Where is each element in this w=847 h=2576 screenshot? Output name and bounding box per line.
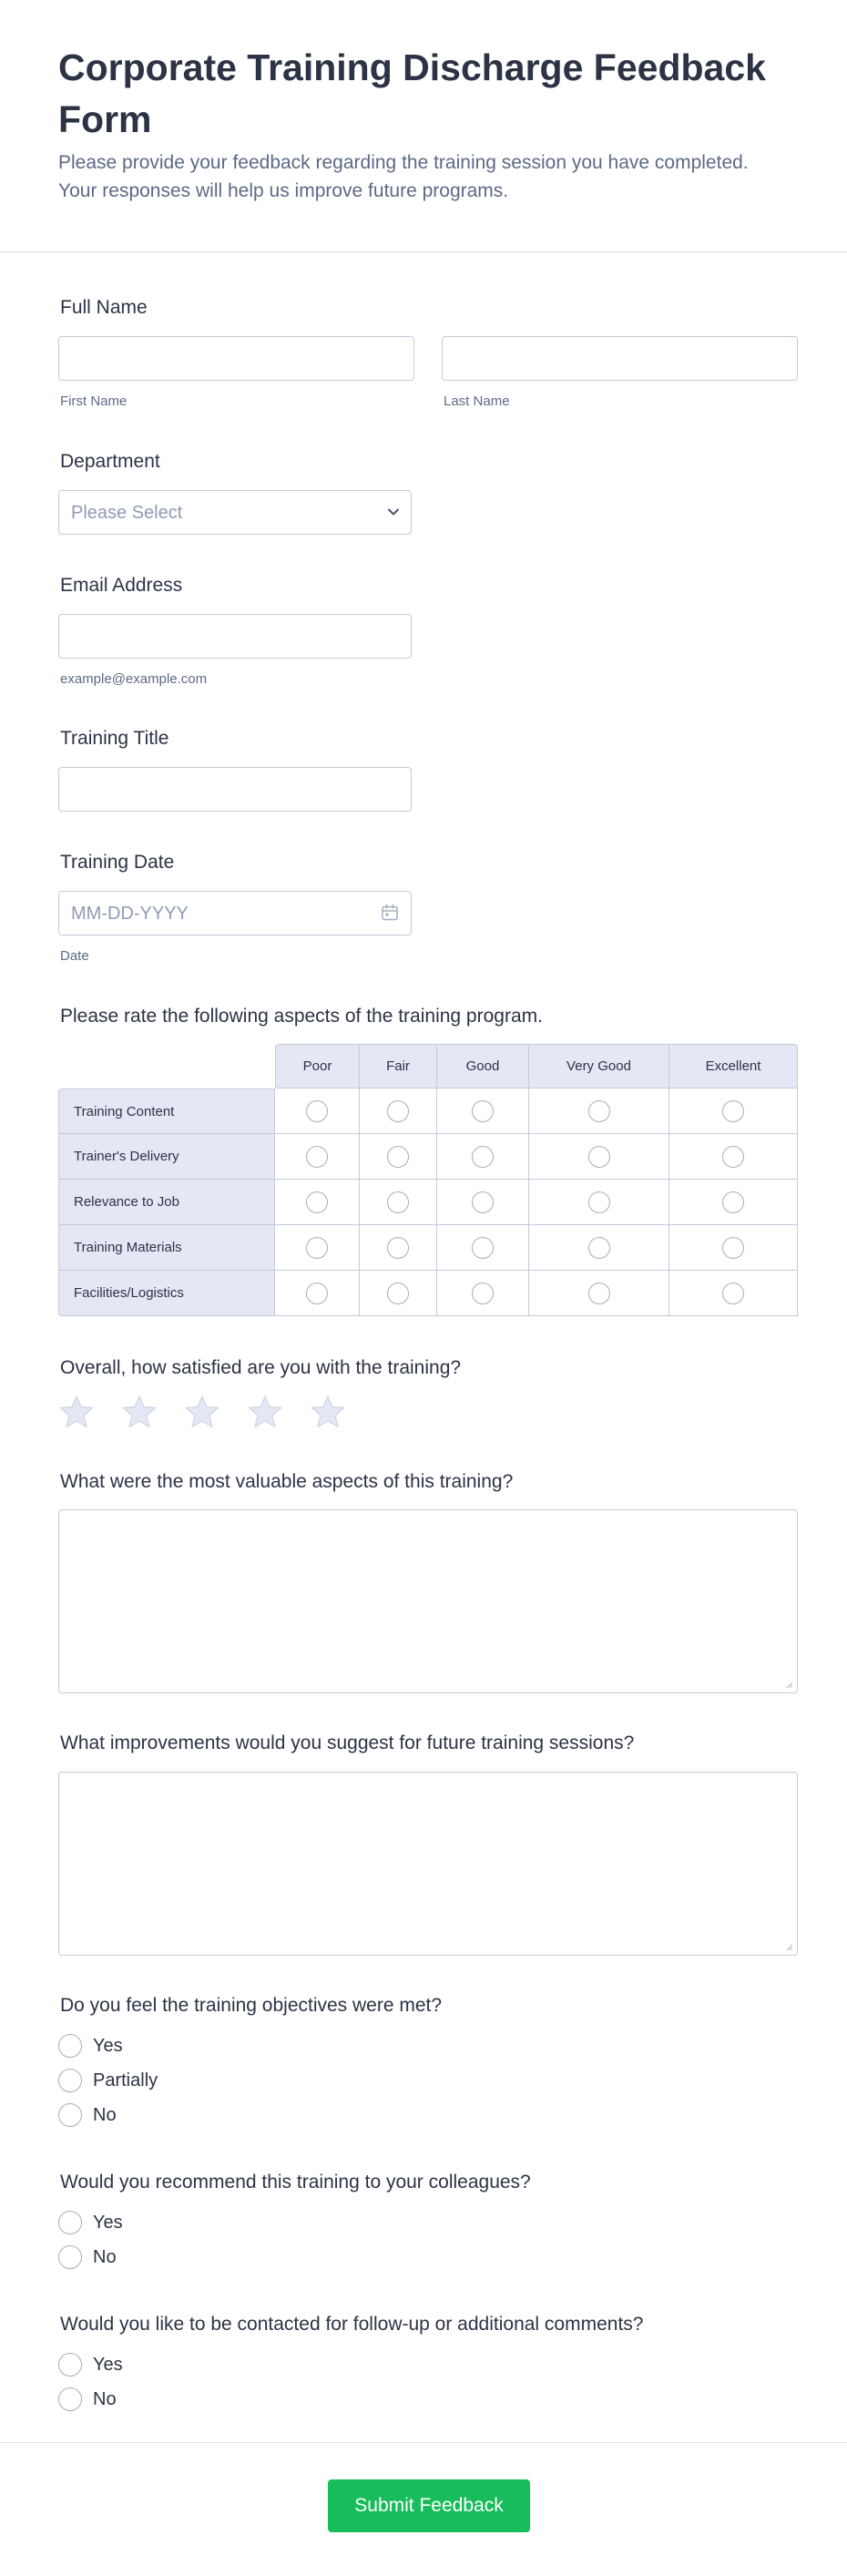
training-date-sublabel: Date — [60, 948, 89, 964]
star-icon[interactable] — [121, 1394, 158, 1430]
matrix-radio-button[interactable] — [306, 1191, 328, 1213]
satisfaction-question: Overall, how satisfied are you with the training? — [60, 1357, 462, 1378]
matrix-radio-button[interactable] — [722, 1100, 744, 1122]
radio-button[interactable] — [58, 2387, 82, 2411]
matrix-cell[interactable] — [437, 1089, 529, 1134]
matrix-column-excellent: Excellent — [669, 1044, 798, 1089]
option-label: Partially — [93, 2070, 158, 2090]
matrix-radio-button[interactable] — [472, 1146, 494, 1168]
matrix-radio-button[interactable] — [387, 1191, 409, 1213]
rating-matrix — [58, 1044, 798, 1316]
resize-grip-icon[interactable] — [784, 1942, 793, 1951]
recommend-question: Would you recommend this training to your colleagues? — [60, 2172, 531, 2193]
matrix-radio-button[interactable] — [472, 1283, 494, 1304]
matrix-cell[interactable] — [360, 1180, 437, 1225]
matrix-cell[interactable] — [275, 1271, 360, 1316]
radio-button[interactable] — [58, 2353, 82, 2377]
matrix-cell[interactable] — [669, 1089, 798, 1134]
matrix-cell[interactable] — [669, 1180, 798, 1225]
option-label: Yes — [93, 2035, 123, 2056]
option-label: No — [93, 2388, 117, 2409]
matrix-cell[interactable] — [669, 1225, 798, 1271]
matrix-radio-button[interactable] — [588, 1237, 610, 1259]
submit-button[interactable]: Submit Feedback — [328, 2479, 530, 2532]
follow-up-question: Would you like to be contacted for follow-up or additional comments? — [60, 2314, 644, 2335]
matrix-cell[interactable] — [275, 1134, 360, 1180]
matrix-cell[interactable] — [529, 1225, 669, 1271]
chevron-down-icon — [387, 506, 400, 518]
star-icon[interactable] — [247, 1394, 283, 1430]
matrix-row-relevance-to-job: Relevance to Job — [58, 1180, 275, 1225]
radio-button[interactable] — [58, 2211, 82, 2234]
calendar-icon[interactable] — [381, 904, 399, 922]
last-name-sublabel: Last Name — [444, 394, 510, 409]
email-sublabel: example@example.com — [60, 671, 208, 687]
matrix-cell[interactable] — [669, 1271, 798, 1316]
training-date-placeholder: MM-DD-YYYY — [71, 904, 189, 924]
matrix-cell[interactable] — [437, 1271, 529, 1316]
department-placeholder: Please Select — [71, 503, 183, 523]
follow-up-option-no[interactable] — [58, 2387, 117, 2412]
matrix-cell[interactable] — [529, 1134, 669, 1180]
matrix-cell[interactable] — [529, 1089, 669, 1134]
matrix-cell[interactable] — [275, 1225, 360, 1271]
matrix-cell[interactable] — [360, 1134, 437, 1180]
matrix-cell[interactable] — [275, 1089, 360, 1134]
matrix-cell[interactable] — [360, 1271, 437, 1316]
matrix-radio-button[interactable] — [387, 1146, 409, 1168]
matrix-row-trainers-delivery: Trainer's Delivery — [58, 1134, 275, 1180]
matrix-row-facilities-logistics: Facilities/Logistics — [58, 1271, 275, 1316]
follow-up-option-yes[interactable] — [58, 2352, 123, 2377]
star-rating — [58, 1394, 368, 1434]
matrix-radio-button[interactable] — [588, 1146, 610, 1168]
form-title: Corporate Training Discharge Feedback Form — [58, 46, 766, 140]
matrix-cell[interactable] — [529, 1271, 669, 1316]
training-title-input[interactable] — [58, 767, 412, 812]
matrix-cell[interactable] — [360, 1225, 437, 1271]
recommend-option-yes[interactable] — [58, 2210, 123, 2235]
matrix-column-good: Good — [437, 1044, 529, 1089]
objectives-option-no[interactable] — [58, 2102, 117, 2128]
matrix-radio-button[interactable] — [588, 1100, 610, 1122]
department-label: Department — [60, 451, 160, 472]
first-name-input[interactable] — [58, 336, 414, 381]
matrix-cell[interactable] — [437, 1225, 529, 1271]
matrix-radio-button[interactable] — [306, 1100, 328, 1122]
improvements-textarea[interactable] — [58, 1772, 798, 1956]
matrix-radio-button[interactable] — [588, 1283, 610, 1304]
matrix-row-training-materials: Training Materials — [58, 1225, 275, 1271]
matrix-radio-button[interactable] — [588, 1191, 610, 1213]
objectives-met-question: Do you feel the training objectives were met? — [60, 1995, 443, 2016]
radio-button[interactable] — [58, 2103, 82, 2127]
recommend-option-no[interactable] — [58, 2244, 117, 2270]
option-label: No — [93, 2246, 117, 2267]
matrix-radio-button[interactable] — [387, 1283, 409, 1304]
matrix-radio-button[interactable] — [387, 1100, 409, 1122]
star-icon[interactable] — [310, 1394, 346, 1430]
matrix-radio-button[interactable] — [472, 1191, 494, 1213]
matrix-radio-button[interactable] — [306, 1237, 328, 1259]
matrix-cell[interactable] — [529, 1180, 669, 1225]
matrix-cell[interactable] — [275, 1180, 360, 1225]
email-input[interactable] — [58, 614, 412, 659]
resize-grip-icon[interactable] — [784, 1680, 793, 1689]
matrix-radio-button[interactable] — [722, 1191, 744, 1213]
matrix-radio-button[interactable] — [722, 1237, 744, 1259]
matrix-radio-button[interactable] — [387, 1237, 409, 1259]
valuable-aspects-textarea[interactable] — [58, 1509, 798, 1693]
star-icon[interactable] — [184, 1394, 220, 1430]
matrix-cell[interactable] — [669, 1134, 798, 1180]
matrix-cell[interactable] — [360, 1089, 437, 1134]
matrix-row-training-content: Training Content — [58, 1089, 275, 1134]
training-date-label: Training Date — [60, 852, 175, 873]
form-header — [0, 0, 847, 252]
option-label: Yes — [93, 2212, 123, 2233]
improvements-question: What improvements would you suggest for future training sessions? — [60, 1733, 635, 1753]
training-date-input[interactable] — [58, 891, 412, 935]
matrix-column-poor: Poor — [275, 1044, 360, 1089]
radio-button[interactable] — [58, 2069, 82, 2092]
matrix-radio-button[interactable] — [472, 1100, 494, 1122]
email-label: Email Address — [60, 575, 183, 596]
option-label: Yes — [93, 2354, 123, 2375]
valuable-aspects-question: What were the most valuable aspects of this training? — [60, 1471, 514, 1492]
matrix-column-very-good: Very Good — [529, 1044, 669, 1089]
last-name-input[interactable] — [442, 336, 798, 381]
matrix-radio-button[interactable] — [722, 1283, 744, 1304]
first-name-sublabel: First Name — [60, 394, 128, 409]
matrix-radio-button[interactable] — [306, 1146, 328, 1168]
matrix-column-fair: Fair — [360, 1044, 437, 1089]
matrix-radio-button[interactable] — [306, 1283, 328, 1304]
matrix-radio-button[interactable] — [472, 1237, 494, 1259]
form-description: Please provide your feedback regarding the training session you have completed. Your responses will help us improve future programs. — [58, 152, 749, 201]
matrix-cell[interactable] — [437, 1134, 529, 1180]
objectives-option-yes[interactable] — [58, 2033, 123, 2059]
matrix-cell[interactable] — [437, 1180, 529, 1225]
objectives-option-partially[interactable] — [58, 2068, 158, 2093]
radio-button[interactable] — [58, 2034, 82, 2058]
radio-button[interactable] — [58, 2245, 82, 2269]
full-name-label: Full Name — [60, 297, 148, 318]
rating-matrix-question: Please rate the following aspects of the training program. — [60, 1006, 543, 1027]
department-select[interactable] — [58, 490, 412, 535]
option-label: No — [93, 2104, 117, 2125]
matrix-radio-button[interactable] — [722, 1146, 744, 1168]
training-title-label: Training Title — [60, 728, 169, 749]
form-footer — [0, 2442, 847, 2576]
star-icon[interactable] — [58, 1394, 95, 1430]
